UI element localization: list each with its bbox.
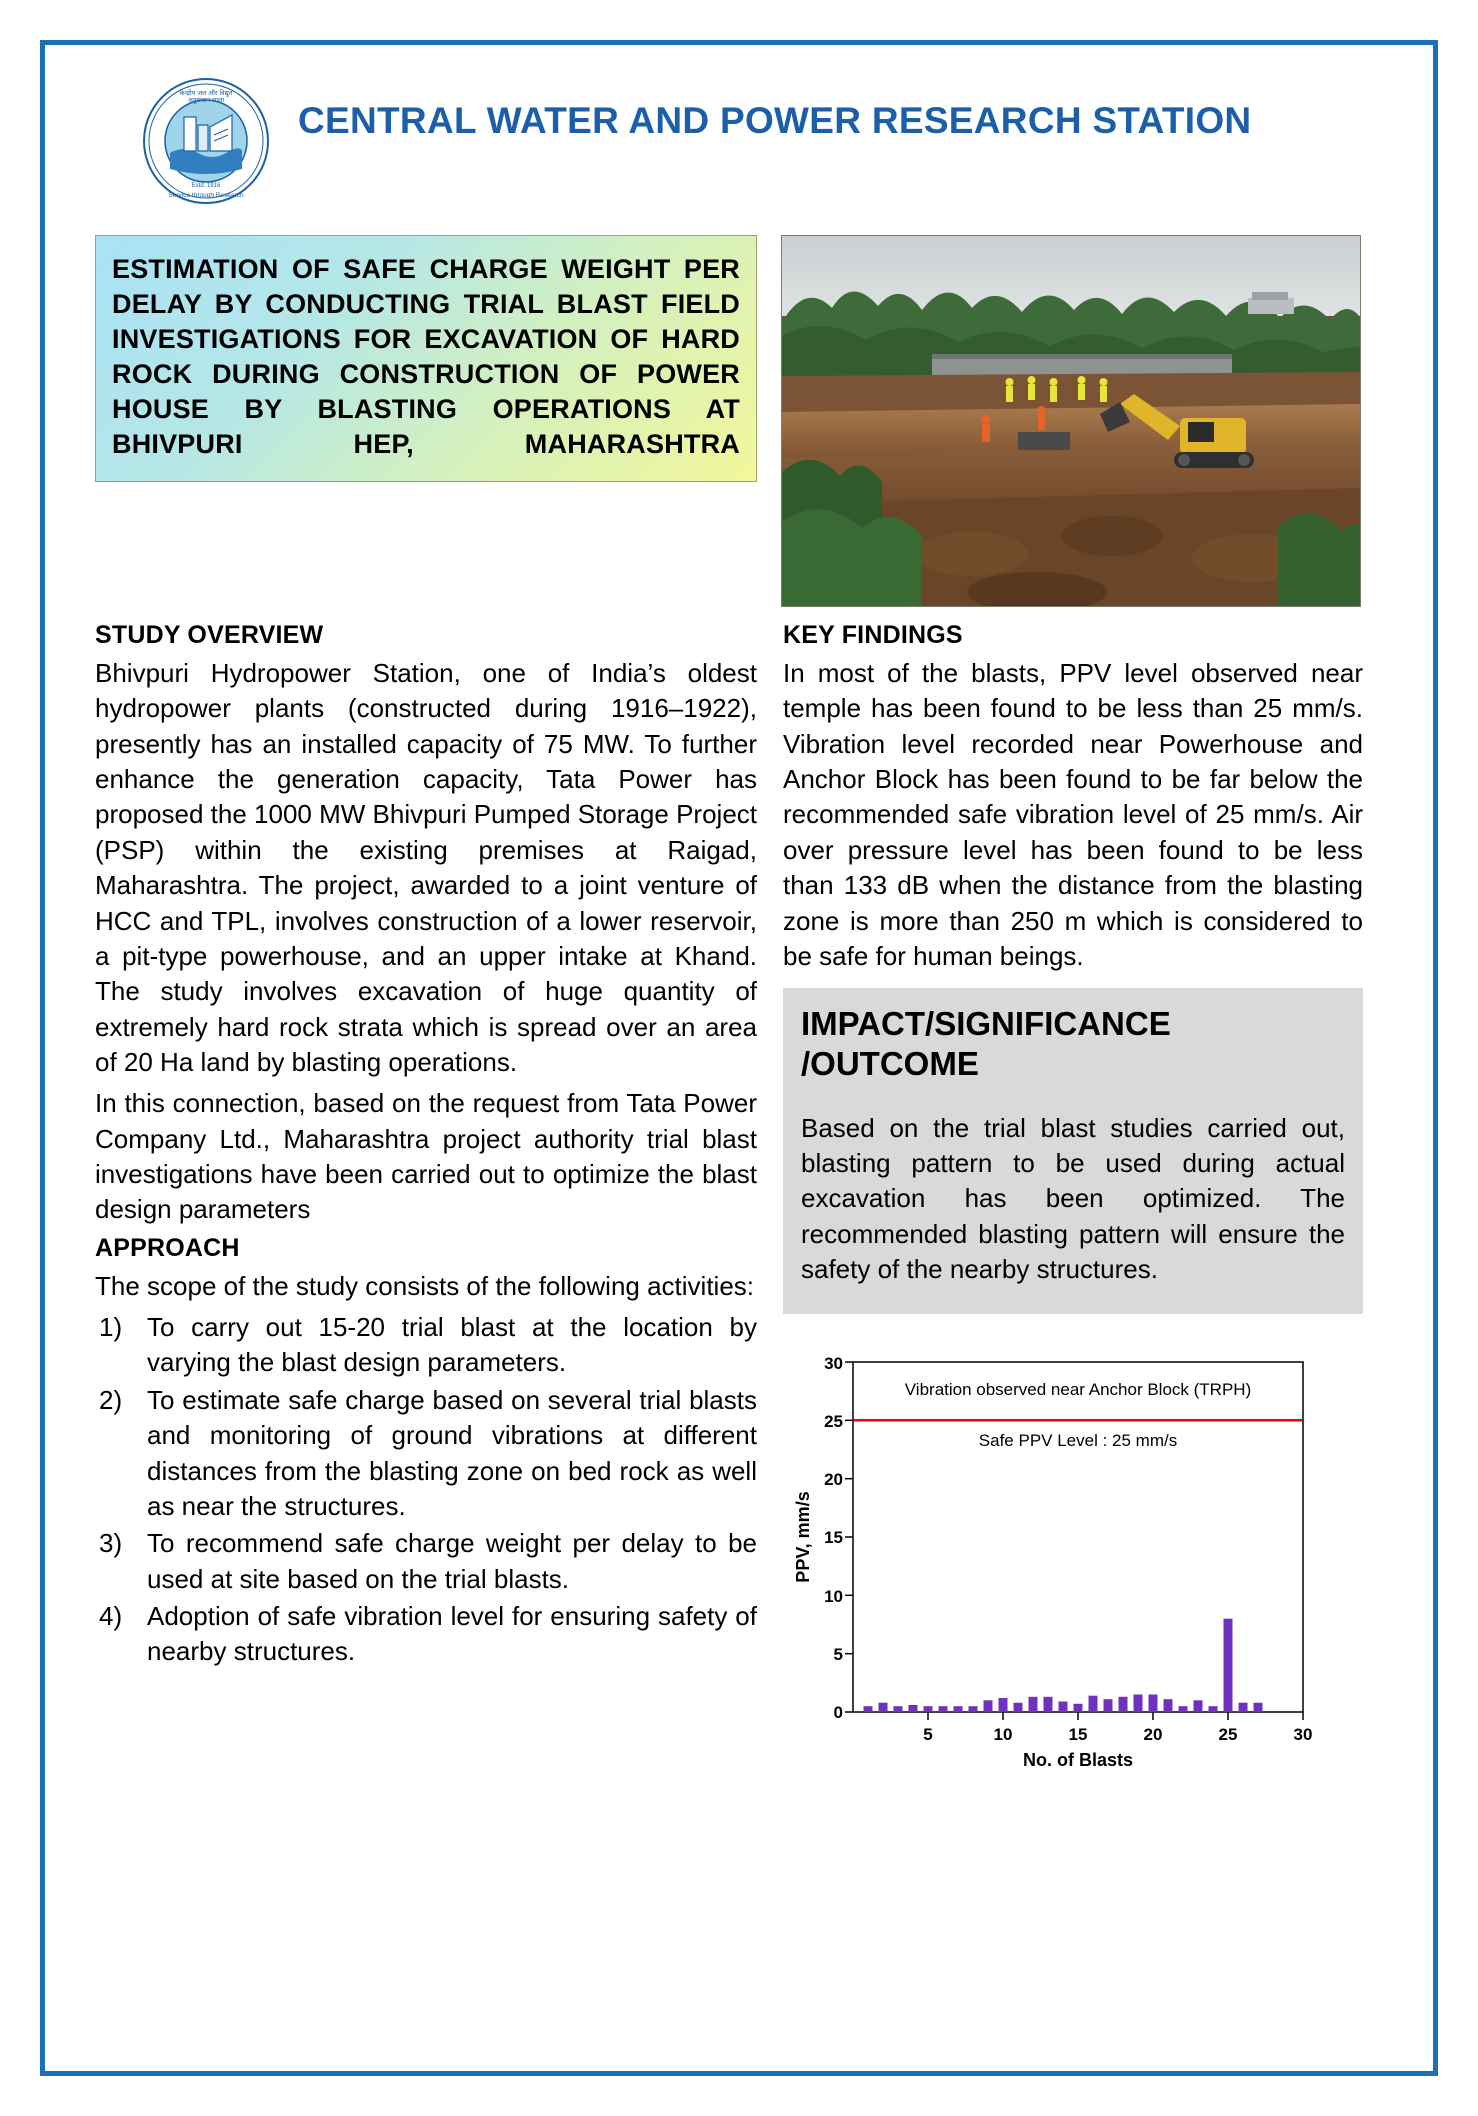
svg-text:0: 0 — [833, 1702, 843, 1722]
poster-header — [95, 75, 1385, 207]
study-title-box — [95, 235, 757, 482]
key-findings-heading: KEY FINDINGS — [783, 621, 963, 649]
svg-text:10: 10 — [993, 1724, 1013, 1744]
approach-intro: The scope of the study consists of the following activities: — [95, 1270, 755, 1301]
chart-xlabel: No. of Blasts — [1022, 1749, 1134, 1770]
impact-text: Based on the trial blast studies carried out, blasting pattern to be used during actual excavation has been optimized. The recommended blasting pattern will ensure the safety of the nearby structures. — [801, 1112, 1345, 1285]
svg-text:25: 25 — [1218, 1724, 1238, 1744]
cwprs-emblem-icon — [140, 75, 272, 207]
chart-annotation: Safe PPV Level : 25 mm/s — [978, 1430, 1178, 1450]
svg-text:15: 15 — [824, 1527, 843, 1547]
svg-text:20: 20 — [824, 1469, 843, 1489]
right-column — [783, 621, 1363, 1772]
approach-heading: APPROACH — [95, 1233, 240, 1262]
svg-text:Estd. 1916: Estd. 1916 — [191, 183, 221, 189]
key-findings-text: In most of the blasts, PPV level observed near temple has been found to be less than 25 mm/s. Vibration level recorded near Powerhouse and Anchor Block has been found to be far below the recommended safe vibration level of 25 mm/s. Air over pressure level has been found to be less than 133 dB when the distance from the blasting zone is more than 250 m which is considered to be safe for human beings. — [783, 658, 1363, 971]
organization-title: CENTRAL WATER AND POWER RESEARCH STATION — [298, 100, 1252, 141]
chart-title: Vibration observed near Anchor Block (TRPH) — [904, 1379, 1252, 1399]
svg-text:20: 20 — [1143, 1724, 1163, 1744]
list-item: Adoption of safe vibration level for ensuring safety of nearby structures. — [147, 1600, 757, 1667]
list-item: To recommend safe charge weight per delay to be used at site based on the trial blasts. — [147, 1528, 757, 1594]
approach-list — [95, 1310, 757, 1670]
study-overview-heading: STUDY OVERVIEW — [95, 621, 324, 649]
study-overview-para-1: Bhivpuri Hydropower Station, one of India’s oldest hydropower plants (constructed during 1916–1922), presently has an installed capacity of 75 MW. To further enhance the generation capacity, Tata Power has proposed the 1000 MW Bhivpuri Pumped Storage Project (PSP) within the existing premises at Raigad, Maharashtra. The project, awarded to a joint venture of HCC and TPL, involves construction of a lower reservoir, a pit-type powerhouse, and an upper intake at Khand. The study involves excavation of huge quantity of extremely hard rock strata which is spread over an area of 20 Ha land by blasting operations. — [95, 658, 757, 1077]
svg-text:10: 10 — [824, 1586, 843, 1606]
svg-text:15: 15 — [1068, 1724, 1088, 1744]
svg-text:25: 25 — [824, 1411, 843, 1431]
chart-ylabel: PPV, mm/s — [793, 1490, 813, 1583]
svg-text:30: 30 — [824, 1353, 843, 1373]
list-item: To carry out 15-20 trial blast at the location by varying the blast design parameters. — [147, 1312, 757, 1378]
impact-heading: IMPACT/SIGNIFICANCE /OUTCOME — [801, 1005, 1171, 1083]
svg-text:5: 5 — [923, 1724, 933, 1744]
ppv-bar-chart — [783, 1342, 1363, 1772]
study-overview-para-2: In this connection, based on the request from Tata Power Company Ltd., Maharashtra project authority trial blast investigations have been carried out to optimize the blast design parameters — [95, 1088, 757, 1225]
svg-text:30: 30 — [1293, 1724, 1313, 1744]
svg-text:5: 5 — [833, 1644, 843, 1664]
svg-text:Service through Research: Service through Research — [168, 192, 244, 199]
study-title: ESTIMATION OF SAFE CHARGE WEIGHT PER DELAY BY CONDUCTING TRIAL BLAST FIELD INVESTIGATIONS FOR EXCAVATION OF HARD ROCK DURING CONSTRUCTION OF POWER HOUSE BY BLASTING OPERATIONS AT BHIVPURI HEP, MAHARASHTRA — [112, 254, 740, 460]
svg-text:अनुसंधान शाला: अनुसंधान शाला — [187, 97, 225, 104]
main-columns — [95, 621, 1385, 1772]
site-photograph — [781, 235, 1361, 607]
poster-content — [95, 75, 1385, 1772]
list-item: To estimate safe charge based on several trial blasts and monitoring of ground vibrations at different distances from the blasting zone on bed rock as well as near the structures. — [147, 1384, 757, 1521]
left-column — [95, 621, 757, 1772]
svg-text:केन्द्रीय जल और विद्युत: केन्द्रीय जल और विद्युत — [179, 90, 233, 97]
title-photo-row — [95, 235, 1385, 607]
impact-box — [783, 988, 1363, 1313]
